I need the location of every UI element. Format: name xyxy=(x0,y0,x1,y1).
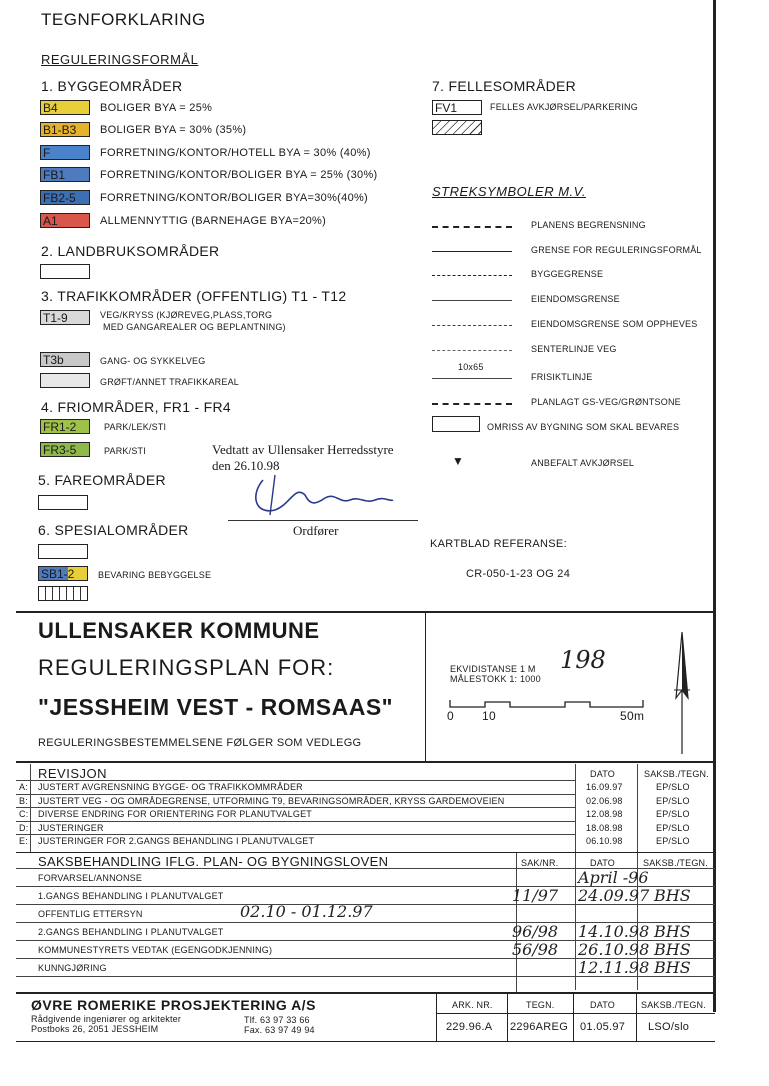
saks-dato-0: April -96 xyxy=(578,868,649,887)
saks-dato-1: 24.09.97 xyxy=(578,886,650,905)
rev-saksb-4: EP/SLO xyxy=(656,836,690,846)
rev-letter-0: A: xyxy=(19,782,28,792)
revisjon-top-rule xyxy=(16,761,715,763)
saks-rule-end xyxy=(16,976,715,977)
bygg-swatch-1: B1-B3 xyxy=(40,122,90,137)
section-1-heading: 1. BYGGEOMRÅDER xyxy=(41,78,183,94)
sb12-code: SB1-2 xyxy=(41,567,75,581)
rev-letter-4: E: xyxy=(19,836,28,846)
plan-number: 198 xyxy=(560,646,606,674)
vedtatt-date: den 26.10.98 xyxy=(212,458,280,473)
regulering-title: REGULERINGSFORMÅL xyxy=(41,52,199,67)
co-div-2 xyxy=(507,994,508,1042)
saks-col-dato: DATO xyxy=(590,858,615,868)
saks-saknr-1: 11/97 xyxy=(512,886,559,905)
t3b-label: GANG- OG SYKKELVEG xyxy=(100,356,206,366)
sb12-swatch xyxy=(38,566,88,581)
rev-rule-1 xyxy=(16,794,576,795)
saks-text-0: FORVARSEL/ANNONSE xyxy=(38,873,143,883)
saks-saksb-3: BHS xyxy=(654,922,691,941)
bygg-swatch-2: F xyxy=(40,145,90,160)
col-saksb: SAKSB./TEGN. xyxy=(641,1000,706,1010)
rev-saksb-1: EP/SLO xyxy=(656,795,690,806)
rev-text-4: JUSTERINGER FOR 2.GANGS BEHANDLING I PLANUTVALGET xyxy=(38,836,315,846)
revisjon-header: REVISJON xyxy=(38,766,108,781)
bestemmelser-note: REGULERINGSBESTEMMELSENE FØLGER SOM VEDLEGG xyxy=(38,737,362,749)
title-divider xyxy=(425,613,426,761)
co-div-1 xyxy=(436,994,437,1042)
signature-line xyxy=(228,520,418,521)
fr12-label: PARK/LEK/STI xyxy=(104,422,167,432)
strek-symbol-6 xyxy=(432,378,512,379)
sb12-label: BEVARING BEBYGGELSE xyxy=(98,570,212,580)
fr12-code: FR1-2 xyxy=(43,420,77,434)
value-tegn: 2296AREG xyxy=(510,1021,569,1033)
landbruk-swatch xyxy=(40,264,90,279)
bygg-label-1: BOLIGER BYA = 30% (35%) xyxy=(100,124,247,136)
fr35-label: PARK/STI xyxy=(104,446,146,456)
rev-text-1: JUSTERT VEG - OG OMRÅDEGRENSE, UTFORMING T9, BEVARINGSOMRÅDER, KRYSS GARDEMOVEIEN xyxy=(38,795,505,806)
strek-label-7: PLANLAGT GS-VEG/GRØNTSONE xyxy=(531,397,681,407)
frisikt-dimension: 10x65 xyxy=(458,362,484,372)
rev-dato-4: 06.10.98 xyxy=(586,836,623,846)
saksbehandling-header: SAKSBEHANDLING IFLG. PLAN- OG BYGNINGSLOVEN xyxy=(38,854,389,869)
section-3-heading: 3. TRAFIKKOMRÅDER (OFFENTLIG) T1 - T12 xyxy=(41,288,347,304)
bygg-label-4: FORRETNING/KONTOR/BOLIGER BYA=30%(40%) xyxy=(100,192,369,204)
strek-label-9: ANBEFALT AVKJØRSEL xyxy=(531,458,635,468)
felles-hatch-swatch xyxy=(432,120,482,135)
bygg-swatch-5: A1 xyxy=(40,213,90,228)
fr12-swatch xyxy=(40,419,90,434)
vedtatt-text: Vedtatt av Ullensaker Herredsstyre xyxy=(212,442,394,457)
strek-label-8: OMRISS AV BYGNING SOM SKAL BEVARES xyxy=(487,422,680,432)
strek-label-2: BYGGEGRENSE xyxy=(531,269,604,279)
bygg-swatch-4: FB2-5 xyxy=(40,190,90,205)
company-line1: Rådgivende ingeniører og arkitekter xyxy=(31,1014,182,1024)
co-hrule xyxy=(436,1013,715,1014)
t3b-swatch xyxy=(40,352,90,367)
bygg-label-2: FORRETNING/KONTOR/HOTELL BYA = 30% (40%) xyxy=(100,147,371,159)
rev-col-0 xyxy=(30,764,31,852)
co-bottom-rule xyxy=(16,1041,715,1042)
rev-text-3: JUSTERINGER xyxy=(38,822,104,833)
ordforer-label: Ordfører xyxy=(293,523,339,538)
strek-symbol-3 xyxy=(432,300,512,301)
groft-label: GRØFT/ANNET TRAFIKKAREAL xyxy=(100,377,239,387)
fv1-label: FELLES AVKJØRSEL/PARKERING xyxy=(490,102,638,112)
plan-name: "JESSHEIM VEST - ROMSAAS" xyxy=(38,694,394,720)
value-dato: 01.05.97 xyxy=(580,1021,626,1033)
rev-col-1 xyxy=(575,764,576,990)
value-saksb: LSO/slo xyxy=(648,1021,690,1033)
rev-rule-0 xyxy=(16,780,576,781)
bevaring-hatch-swatch xyxy=(38,586,88,601)
company-name: ØVRE ROMERIKE PROSJEKTERING A/S xyxy=(31,997,316,1013)
bygg-label-3: FORRETNING/KONTOR/BOLIGER BYA = 25% (30%) xyxy=(100,169,378,181)
avkjorsel-arrow-icon: ▼ xyxy=(452,454,464,468)
saks-header-rule xyxy=(16,852,715,853)
company-fax: Fax. 63 97 49 94 xyxy=(244,1025,315,1035)
north-arrow-icon xyxy=(668,628,696,758)
col-arknr: ARK. NR. xyxy=(452,1000,493,1010)
fare-swatch xyxy=(38,495,88,510)
rev-rule-2 xyxy=(16,807,576,808)
strek-symbol-4 xyxy=(432,325,512,326)
saks-saknr-3: 96/98 xyxy=(512,922,559,941)
saks-saknr-4: 56/98 xyxy=(512,940,559,959)
signature-mark xyxy=(245,470,395,520)
t19-label-line1: VEG/KRYSS (KJØREVEG,PLASS,TORG xyxy=(100,310,273,320)
ekvidistanse: EKVIDISTANSE 1 M xyxy=(450,664,536,674)
scale-50: 50m xyxy=(620,709,645,723)
revisjon-col-saksb: SAKSB./TEGN. xyxy=(644,769,709,779)
section-6-heading: 6. SPESIALOMRÅDER xyxy=(38,522,189,538)
kommune-name: ULLENSAKER KOMMUNE xyxy=(38,618,320,643)
rev-rule-3 xyxy=(16,821,576,822)
strek-symbol-7 xyxy=(432,403,512,405)
rev-text-0: JUSTERT AVGRENSNING BYGGE- OG TRAFIKKOMMRÅDER xyxy=(38,782,303,792)
bygg-label-0: BOLIGER BYA = 25% xyxy=(100,102,213,114)
malestokk: MÅLESTOKK 1: 1000 xyxy=(450,674,541,684)
strek-label-1: GRENSE FOR REGULERINGSFORMÅL xyxy=(531,245,702,255)
strek-symbol-1 xyxy=(432,251,512,252)
strek-symbol-0 xyxy=(432,226,512,228)
fv1-code: FV1 xyxy=(435,101,458,115)
bygg-swatch-0: B4 xyxy=(40,100,90,115)
rev-text-2: DIVERSE ENDRING FOR ORIENTERING FOR PLANUTVALGET xyxy=(38,809,312,819)
co-div-4 xyxy=(636,994,637,1042)
company-top-rule xyxy=(16,992,715,994)
saks-dato-4: 26.10.98 xyxy=(578,940,650,959)
saks-text-2: OFFENTLIG ETTERSYN xyxy=(38,909,143,919)
saks-text-4: KOMMUNESTYRETS VEDTAK (EGENGODKJENNING) xyxy=(38,945,273,955)
t19-label-line2: MED GANGAREALER OG BEPLANTNING) xyxy=(103,322,286,332)
saks-dato-5: 12.11.98 xyxy=(578,958,650,977)
saks-dato-3: 14.10.98 xyxy=(578,922,650,941)
strek-label-3: EIENDOMSGRENSE xyxy=(531,294,620,304)
section-4-heading: 4. FRIOMRÅDER, FR1 - FR4 xyxy=(41,399,231,415)
kartblad-label: KARTBLAD REFERANSE: xyxy=(430,538,567,550)
value-arknr: 229.96.A xyxy=(446,1021,493,1033)
strek-label-6: FRISIKTLINJE xyxy=(531,372,593,382)
rev-dato-2: 12.08.98 xyxy=(586,809,623,819)
rev-saksb-0: EP/SLO xyxy=(656,782,690,792)
strek-label-4: EIENDOMSGRENSE SOM OPPHEVES xyxy=(531,319,698,329)
saks-saksb-4: BHS xyxy=(654,940,691,959)
scale-10: 10 xyxy=(482,709,496,723)
saks-text-3: 2.GANGS BEHANDLING I PLANUTVALGET xyxy=(38,927,224,937)
company-line2: Postboks 26, 2051 JESSHEIM xyxy=(31,1024,159,1034)
company-tlf: Tlf. 63 97 33 66 xyxy=(244,1015,310,1025)
rev-dato-0: 16.09.97 xyxy=(586,782,623,792)
strek-title: STREKSYMBOLER M.V. xyxy=(432,184,586,199)
rev-letter-1: B: xyxy=(19,795,28,806)
saks-saksb-1: BHS xyxy=(654,886,691,905)
groft-swatch xyxy=(40,373,90,388)
fr35-code: FR3-5 xyxy=(43,443,77,457)
spesial-swatch xyxy=(38,544,88,559)
t19-code: T1-9 xyxy=(43,311,68,325)
strek-symbol-5 xyxy=(432,350,512,351)
rev-saksb-3: EP/SLO xyxy=(656,822,690,833)
col-tegn: TEGN. xyxy=(526,1000,555,1010)
strek-label-5: SENTERLINJE VEG xyxy=(531,344,617,354)
scale-0: 0 xyxy=(447,709,454,723)
fv1-swatch xyxy=(432,100,482,115)
revisjon-col-dato: DATO xyxy=(590,769,615,779)
strek-symbol-2 xyxy=(432,275,512,276)
frame-right-border xyxy=(713,0,716,1012)
rev-saksb-2: EP/SLO xyxy=(656,809,690,819)
bygg-label-5: ALLMENNYTTIG (BARNEHAGE BYA=20%) xyxy=(100,215,327,227)
kartblad-value: CR-050-1-23 OG 24 xyxy=(466,568,571,580)
bygg-swatch-3: FB1 xyxy=(40,167,90,182)
saks-saksb-5: BHS xyxy=(654,958,691,977)
section-7-heading: 7. FELLESOMRÅDER xyxy=(432,78,577,94)
saks-col-saksb: SAKSB./TEGN. xyxy=(643,858,708,868)
t3b-code: T3b xyxy=(43,353,64,367)
title-top-rule xyxy=(16,611,715,613)
fr35-swatch xyxy=(40,442,90,457)
rev-letter-2: C: xyxy=(19,809,29,819)
plan-for-label: REGULERINGSPLAN FOR: xyxy=(38,655,335,680)
section-5-heading: 5. FAREOMRÅDER xyxy=(38,472,166,488)
saks-text-1: 1.GANGS BEHANDLING I PLANUTVALGET xyxy=(38,891,224,901)
rev-rule-4 xyxy=(16,834,576,835)
saks-col-saknr: SAK/NR. xyxy=(521,858,559,868)
co-div-3 xyxy=(573,994,574,1042)
bevaring-outline-icon xyxy=(432,416,480,432)
strek-label-0: PLANENS BEGRENSNING xyxy=(531,220,646,230)
rev-dato-1: 02.06.98 xyxy=(586,795,623,806)
section-2-heading: 2. LANDBRUKSOMRÅDER xyxy=(41,243,220,259)
rev-dato-3: 18.08.98 xyxy=(586,822,623,833)
col-dato: DATO xyxy=(590,1000,615,1010)
t19-swatch xyxy=(40,310,90,325)
saks-text-5: KUNNGJØRING xyxy=(38,963,107,973)
saks-hand-2: 02.10 - 01.12.97 xyxy=(240,902,373,921)
legend-title: TEGNFORKLARING xyxy=(41,10,206,29)
rev-letter-3: D: xyxy=(19,822,29,833)
